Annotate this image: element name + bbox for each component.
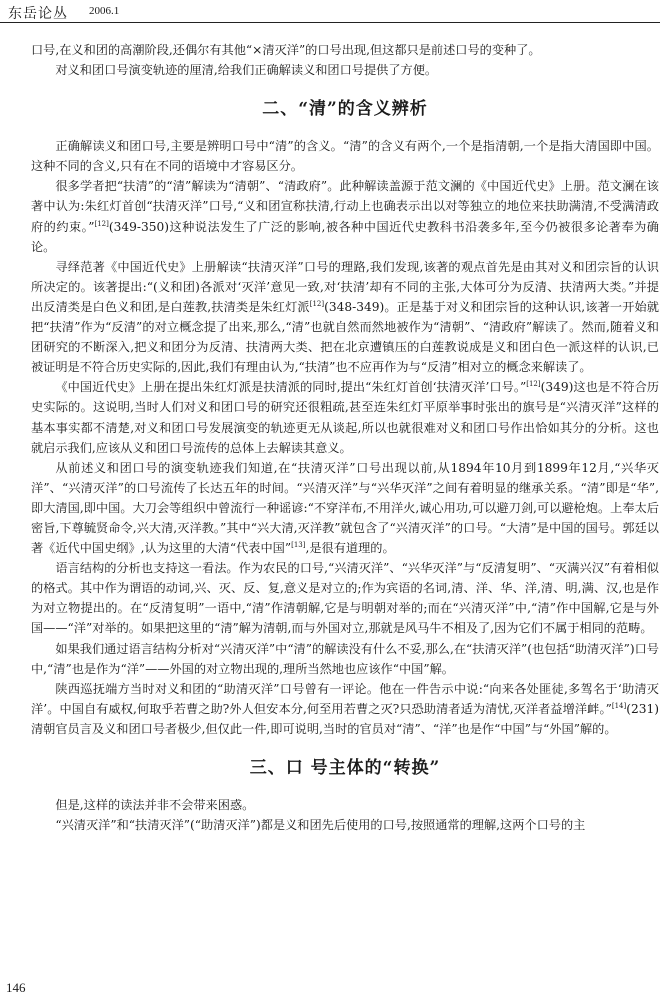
paragraph-text: 从前述义和团口号的演变轨迹我们知道,在“扶清灭洋”口号出现以前,从1894年10月到1899年12月,“兴华灭洋”、“兴清灭洋”的口号流传了长达五年的时间。“兴清灭洋”与“兴华灭洋”之间有着明显的继承关系。“清”即是“华”,即大清国,即中国。大刀会等组织中曾流行一种谣谚:“不穿洋布,不用洋火,诚心用功,可以避刀剑,可以避枪炮。上奉太后密旨,下尊毓贤命令,兴大清,灭洋教。”其中“兴大清,灭洋教”就包含了“兴清灭洋”的口号。“大清”是中国的国号。郭廷以著《近代中国史纲》,认为这里的大清“代表中国”: [31, 460, 659, 556]
issue-year: 2006.1: [89, 5, 120, 17]
running-header: [0, 0, 660, 24]
paragraph-text: 《中国近代史》上册在提出朱红灯派是扶清派的同时,提出“朱红灯首创‘扶清灭洋’口号。”: [55, 380, 527, 395]
citation-ref: [12]: [94, 219, 109, 228]
section-heading: 三、口 号主体的“转换”: [249, 758, 441, 778]
paragraph-text: (231)清朝官员言及义和团口号者极少,但仅此一件,即可说明,当时的官员对“清”、“洋”也是作“中国”与“外国”解的。: [31, 701, 659, 736]
paragraph: “兴清灭洋”和“扶清灭洋”(“助清灭洋”)都是义和团先后使用的口号,按照通常的理解,这两个口号的主: [55, 818, 586, 833]
section-heading: 二、“清”的含义辨析: [262, 99, 428, 120]
citation-ref: [12]: [526, 380, 541, 389]
paragraph: 语言结构的分析也支持这一看法。作为农民的口号,“兴清灭洋”、“兴华灭洋”与“反清复明”、“灭满兴汉”有着相似的格式。其中作为谓语的动词,兴、灭、反、复,意义是对立的;作为宾语的名词,清、洋、华、洋,清、明,满、汉,也是作为对立物提出的。在“反清复明”一语中,“清”作清朝解,它是与明朝对举的;而在“兴清灭洋”中,“清”作中国解,它是与外国——“洋”对举的。如果把这里的“清”解为清朝,而与外国对立,那就是风马牛不相及了,因为它们不属于相同的范畴。: [31, 561, 659, 636]
paragraph-text: (349)这也是不符合历史实际的。这说明,当时人们对义和团口号的研究还很粗疏,甚至连朱红灯平原举事时张出的旗号是“兴清灭洋”这样的基本事实都不清楚,对义和团口号发展演变的轨迹更无从谈起,所以也就很难对义和团口号作出恰如其分的分析。这也就启示我们,应该从义和团口号流传的总体上去解读其意义。: [31, 380, 660, 455]
paragraph-text: ,是很有道理的。: [305, 541, 395, 556]
paragraph: 口号,在义和团的高潮阶段,还偶尔有其他“×清灭洋”的口号出现,但这都只是前述口号的变种了。: [31, 43, 541, 57]
paragraph-text: (349-350)这种说法发生了广泛的影响,被各种中国近代史教科书沿袭多年,至今仍被很多论著奉为确论。: [31, 219, 659, 254]
paragraph: 正确解读义和团口号,主要是辨明口号中“清”的含义。“清”的含义有两个,一个是指清朝,一个是指大清国即中国。这种不同的含义,只有在不同的语境中才容易区分。: [31, 139, 659, 174]
paragraph: [31, 257, 659, 378]
citation-ref: [13]: [291, 541, 306, 550]
header-rule: [0, 22, 660, 23]
paragraph: 对义和团口号演变轨迹的厘清,给我们正确解读义和团口号提供了方便。: [55, 63, 438, 78]
paragraph: 如果我们通过语言结构分析对“兴清灭洋”中“清”的解读没有什么不妥,那么,在“扶清灭洋”(也包括“助清灭洋”)口号中,“清”也是作为“洋”——外国的对立物出现的,理所当然地也应该作“中国”解。: [31, 641, 659, 676]
paragraph: 但是,这样的读法并非不会带来困惑。: [55, 798, 255, 812]
citation-ref: [12]: [309, 299, 325, 308]
paragraph-text: 很多学者把“扶清”的“清”解读为“清朝”、“清政府”。此种解读盖源于范文澜的《中国近代史》上册。范文澜在该著中认为:朱红灯首创“扶清灭洋”口号,“义和团宣称扶清,行动上也确表示出以对等独立的地位来扶助满清,不受满清政府的约束。”: [31, 179, 659, 234]
journal-title: 东岳论丛: [8, 6, 68, 22]
paragraph: [31, 377, 659, 457]
paragraph-text: 寻绎范著《中国近代史》上册解读“扶清灭洋”口号的理路,我们发现,该著的观点首先是由其对义和团宗旨的认识所决定的。该著提出:“(义和团)各派对‘灭洋’意见一致,对‘扶清’却有不同的主张,大体可分为反清、扶清两大类。”并提出反清类是白色义和团,是白莲教,扶清类是朱红灯派: [31, 259, 659, 314]
paragraph: [31, 458, 659, 558]
citation-ref: [14]: [611, 701, 627, 710]
paragraph: [31, 176, 659, 256]
paragraph-text: (348-349)。正是基于对义和团宗旨的这种认识,该著一开始就把“扶清”作为“反清”的对立概念提了出来,那么,“清”也就自然而然地被作为“清朝”、“清政府”解读了。然而,随着义和团研究的不断深入,把义和团分为反清、扶清两大类、把在北京遭镇压的白莲教说成是义和团白色一派这样的认识,已被证明是不符合历史实际的,因此,我们有理由认为,“扶清”也不应再作为与“反清”相对立的概念来解读了。: [31, 299, 659, 375]
paragraph: [31, 679, 659, 739]
article-body: [31, 40, 659, 835]
page-number: 146: [6, 980, 26, 995]
paragraph-text: 陕西巡抚端方当时对义和团的“助清灭洋”口号曾有一评论。他在一件告示中说:“向来各处匪徒,多驾名于‘助清灭洋’。中国自有威权,何取乎若曹之助?外人但安本分,何至用若曹之灭?只恐助清者适为清忧,灭洋者益增洋衅。”: [31, 681, 659, 716]
